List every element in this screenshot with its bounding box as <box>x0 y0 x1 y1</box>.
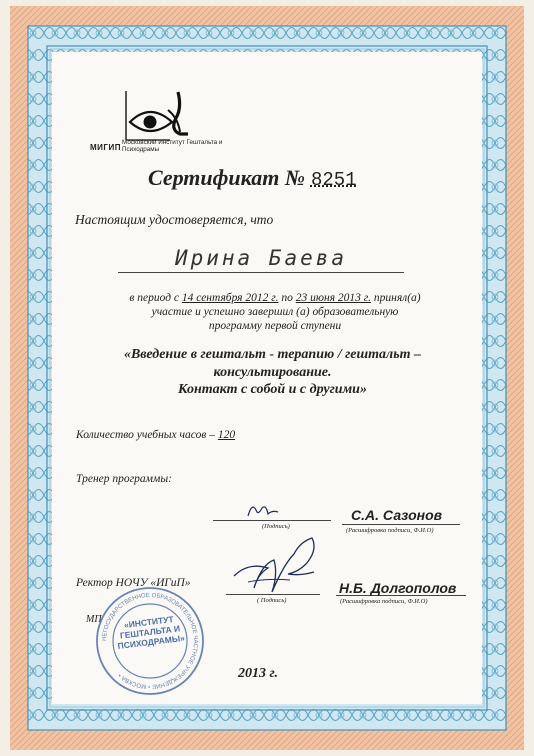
start-date: 14 сентября 2012 г. <box>181 292 279 304</box>
recipient-name: Ирина Баева <box>118 244 404 273</box>
rector-name-caption: (Расшифровка подписи, Ф.И.О) <box>340 598 428 605</box>
hours-label: Количество учебных часов – <box>76 429 215 441</box>
program-line-3: Контакт с собой и с другими» <box>178 382 367 397</box>
trainer-label: Тренер программы: <box>76 473 172 485</box>
period-block <box>70 291 480 333</box>
certificate-number: 8251 <box>310 169 357 191</box>
period-suffix: принял(а) <box>373 292 421 304</box>
seal-ring-text: НЕГОСУДАРСТВЕННОЕ ОБРАЗОВАТЕЛЬНОЕ ЧАСТНОЕ УЧРЕЖДЕНИЕ • МОСКВА • <box>101 592 199 690</box>
program-title <box>65 346 480 399</box>
issue-year: 2013 г. <box>238 666 278 681</box>
completion-line-3: программу первой ступени <box>208 320 342 332</box>
certificate-title <box>148 165 357 191</box>
program-line-1: «Введение в гештальт - терапию / гештальт – <box>123 347 422 362</box>
logo-institute-name: Московский Институт Гештальта и Психодрамы <box>122 139 223 153</box>
completion-line-2: участие и успешно завершил (а) образовательную <box>151 306 399 318</box>
period-prefix: в период с <box>129 292 179 304</box>
seal-label: МП <box>86 614 102 625</box>
trainer-signature-caption: (Подпись) <box>262 523 290 530</box>
certify-text: Настоящим удостоверяется, что <box>75 212 274 227</box>
trainer-name-caption: (Расшифровка подписи, Ф.И.О) <box>346 527 434 534</box>
rector-label: Ректор НОЧУ «ИГиП» <box>76 577 191 589</box>
trainer-name: С.А. Сазонов <box>351 507 443 523</box>
rector-name: Н.Б. Долгополов <box>339 580 457 596</box>
rector-signature <box>228 534 328 598</box>
hours-value: 120 <box>217 429 236 441</box>
rector-signature-caption: ( Подпись) <box>257 597 287 604</box>
end-date: 23 июня 2013 г. <box>295 292 371 304</box>
program-line-2: консультирование. <box>213 364 332 380</box>
logo-abbreviation: МИГИП <box>90 143 121 152</box>
period-line-1 <box>70 291 480 305</box>
period-mid: по <box>281 292 293 304</box>
title-text: Сертификат № <box>148 165 305 190</box>
seal-center-text: «ИНСТИТУТ ГЕШТАЛЬТА И ПСИХОДРАМЫ» <box>117 614 186 652</box>
trainer-signature <box>244 500 284 522</box>
hours-line <box>76 429 235 441</box>
trainer-name-line <box>342 524 460 525</box>
